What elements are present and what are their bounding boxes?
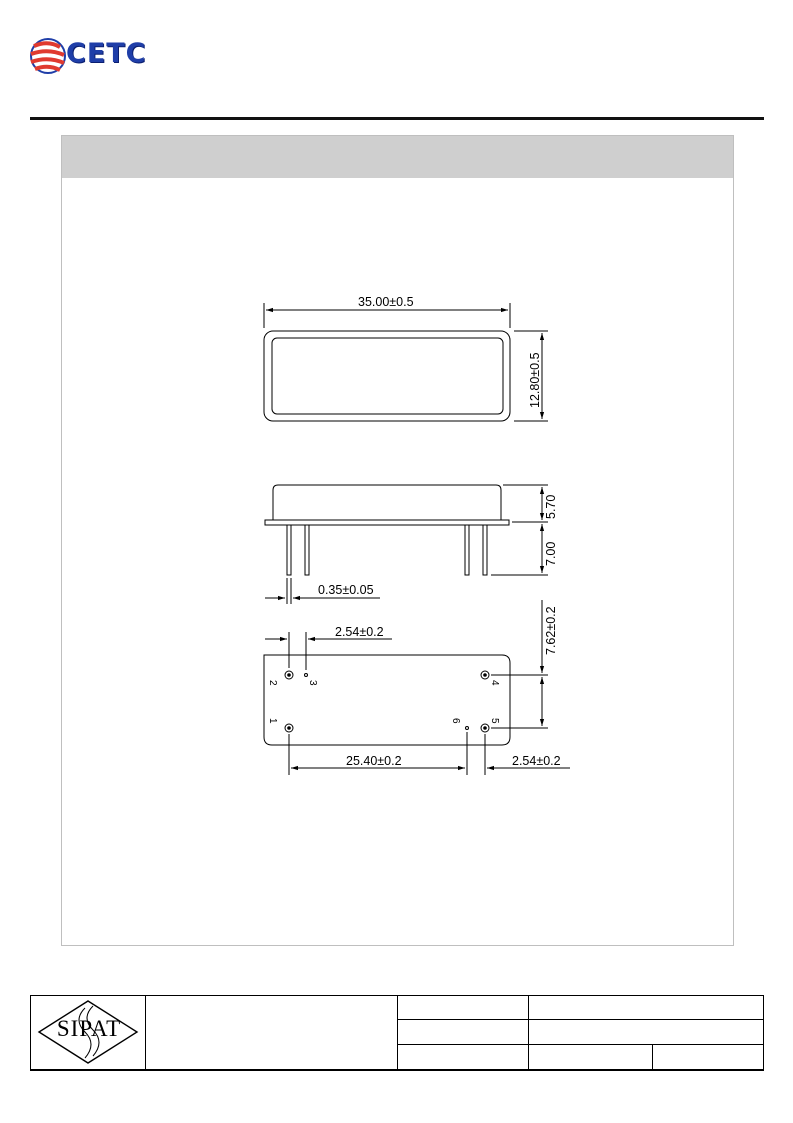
pin-label-1: 1: [267, 718, 278, 724]
pin-diameter-dim: 0.35±0.05: [318, 583, 374, 597]
top-height-dim: 12.80±0.5: [528, 352, 542, 408]
pin-label-3: 3: [307, 680, 318, 686]
pin-label-6: 6: [450, 718, 461, 724]
side-view: [265, 485, 548, 604]
pin-label-2: 2: [267, 680, 278, 686]
pin-length-dim: 7.00: [544, 541, 558, 566]
pitch-top-dim: 2.54±0.2: [335, 625, 384, 639]
body-height-dim: 5.70: [544, 494, 558, 519]
sipat-stamp-text: SIPAT: [56, 1016, 122, 1041]
bottom-view: [264, 600, 570, 775]
pin-span-dim: 25.40±0.2: [346, 754, 402, 768]
pitch-bottom-dim: 2.54±0.2: [512, 754, 561, 768]
top-view: [264, 303, 548, 421]
brand-name: CETC: [66, 38, 147, 69]
title-block: [30, 995, 764, 1069]
top-width-dim: 35.00±0.5: [358, 295, 414, 309]
row-spacing-dim: 7.62±0.2: [544, 606, 558, 655]
pin-label-5: 5: [489, 718, 500, 724]
pin-label-4: 4: [489, 680, 500, 686]
